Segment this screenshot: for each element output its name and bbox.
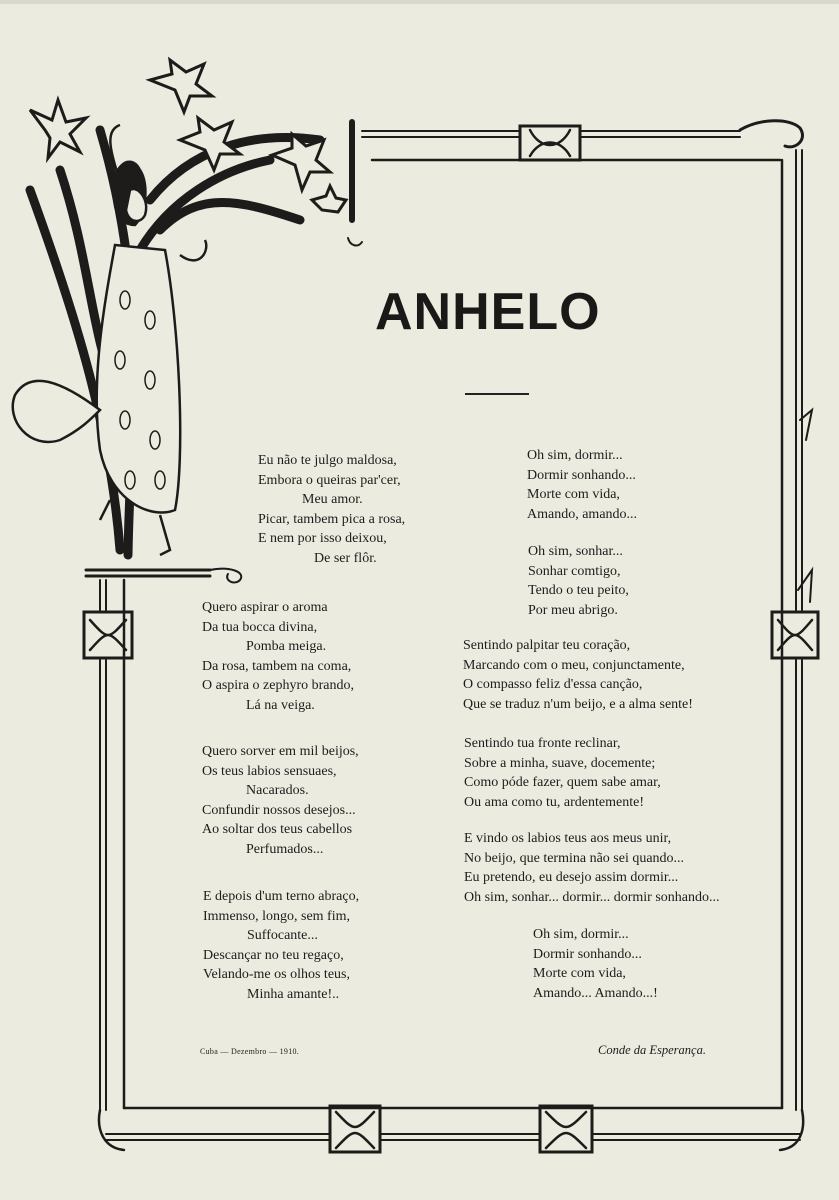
poem-line: Marcando com o meu, conjunctamente, xyxy=(463,657,685,673)
author-signature: Conde da Esperança. xyxy=(598,1043,706,1057)
poem-line: Morte com vida, xyxy=(527,487,620,502)
poem-line: Velando-me os olhos teus, xyxy=(203,967,350,982)
poem-line: Sentindo tua fronte reclinar, xyxy=(464,736,621,751)
poem-line: Lá na veiga. xyxy=(246,697,315,713)
poem-line: Como póde fazer, quem sabe amar, xyxy=(464,775,661,790)
poem-line: Oh sim, sonhar... dormir... dormir sonhando... xyxy=(464,889,720,905)
poem-line: Pomba meiga. xyxy=(246,639,327,654)
place-date: Cuba — Dezembro — 1910. xyxy=(200,1047,300,1056)
left-stanza-3 xyxy=(202,742,359,859)
poem-line: E nem por isso deixou, xyxy=(258,531,387,546)
poem-line: Oh sim, sonhar... xyxy=(528,544,623,559)
poem-line: Morte com vida, xyxy=(533,966,626,981)
right-stanza-6 xyxy=(533,925,658,1003)
poem-line: Quero sorver em mil beijos, xyxy=(202,744,359,759)
poem-line: Da tua bocca divina, xyxy=(202,619,318,635)
poem-line: Nacarados. xyxy=(246,783,309,798)
poem-line: Os teus labios sensuaes, xyxy=(202,763,337,779)
poem-line: Que se traduz n'um beijo, e a alma sente! xyxy=(463,696,693,712)
poem-line: Tendo o teu peito, xyxy=(528,583,629,598)
poem-line: No beijo, que termina não sei quando... xyxy=(464,850,685,866)
poem-line: Meu amor. xyxy=(302,492,363,507)
poem-line: E depois d'um terno abraço, xyxy=(203,889,360,904)
right-stanza-1 xyxy=(527,446,637,524)
poem-line: Perfumados... xyxy=(246,841,324,857)
poem-line: Embora o queiras par'cer, xyxy=(258,472,401,488)
poem-line: De ser flôr. xyxy=(314,550,377,566)
poem-line: Por meu abrigo. xyxy=(528,602,618,618)
poem-line: Descançar no teu regaço, xyxy=(203,947,344,963)
poem-line: Immenso, longo, sem fim, xyxy=(203,908,350,924)
right-stanza-5 xyxy=(464,829,720,907)
poem-line: Ao soltar dos teus cabellos xyxy=(202,822,353,837)
right-stanza-3 xyxy=(463,636,693,714)
poem-line: Ou ama como tu, ardentemente! xyxy=(464,794,644,810)
right-stanza-2 xyxy=(528,542,629,620)
left-stanza-2 xyxy=(202,598,354,715)
poem-line: Picar, tambem pica a rosa, xyxy=(258,511,406,527)
poem-title: ANHELO xyxy=(375,283,601,341)
right-stanza-4 xyxy=(464,734,661,812)
poem-line: Dormir sonhando... xyxy=(527,467,636,483)
poem-line: Confundir nossos desejos... xyxy=(202,802,356,818)
poem-line: Dormir sonhando... xyxy=(533,946,642,962)
poem-line: O aspira o zephyro brando, xyxy=(202,678,355,693)
poem-line: Sentindo palpitar teu coração, xyxy=(463,638,631,653)
poem-line: E vindo os labios teus aos meus unir, xyxy=(464,831,672,846)
poem-line: Da rosa, tambem na coma, xyxy=(202,658,352,674)
poem-line: Oh sim, dormir... xyxy=(533,927,629,942)
poem-line: Eu pretendo, eu desejo assim dormir... xyxy=(464,870,679,885)
poem-line: Oh sim, dormir... xyxy=(527,448,623,463)
poem-line: Quero aspirar o aroma xyxy=(202,600,328,615)
left-stanza-4 xyxy=(203,887,359,1004)
title-underline xyxy=(465,393,529,395)
left-stanza-1 xyxy=(258,451,405,568)
poem-line: Amando... Amando...! xyxy=(533,985,658,1001)
poem-line: Sonhar comtigo, xyxy=(528,563,621,579)
poem-line: Amando, amando... xyxy=(527,506,638,522)
poem-line: Minha amante!.. xyxy=(247,986,340,1002)
poem-line: Eu não te julgo maldosa, xyxy=(258,453,397,468)
poem-line: O compasso feliz d'essa canção, xyxy=(463,677,643,692)
poem-line: Sobre a minha, suave, docemente; xyxy=(464,755,656,771)
poem-line: Suffocante... xyxy=(247,928,318,943)
